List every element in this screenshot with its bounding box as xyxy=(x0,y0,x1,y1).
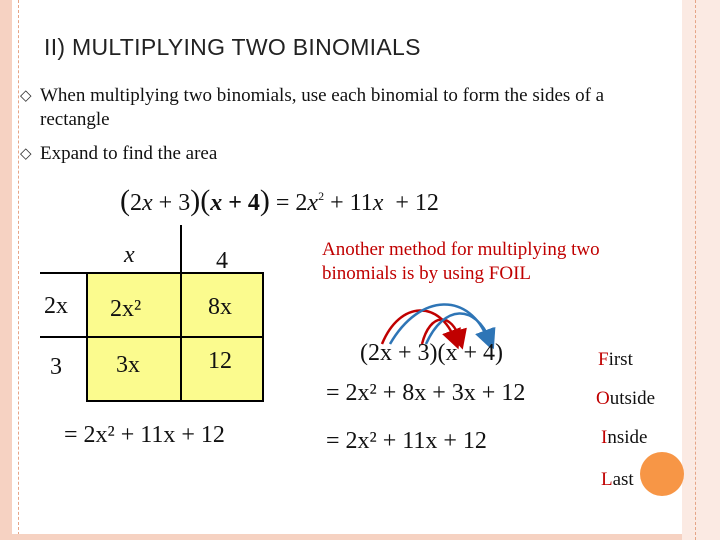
grid-cell-8x: 8x xyxy=(208,294,232,320)
diamond-bullet-icon: ◇ xyxy=(20,88,32,104)
row-label-2x: 2x xyxy=(44,293,68,319)
foil-step-2: = 2x² + 11x + 12 xyxy=(326,428,487,454)
grid-cell-3x: 3x xyxy=(116,352,140,378)
grid-line xyxy=(40,336,264,338)
grid-line xyxy=(180,225,182,402)
foil-expression: (2x + 3)(x + 4) xyxy=(360,340,504,366)
row-label-3: 3 xyxy=(50,354,62,380)
left-dashed-line xyxy=(18,0,20,540)
grid-line xyxy=(40,272,264,274)
grid-cell-12: 12 xyxy=(208,348,232,374)
bullet-text: Expand to find the area xyxy=(40,143,218,164)
bottom-frame-border xyxy=(12,534,682,540)
diamond-bullet-icon: ◇ xyxy=(20,146,32,162)
grid-result: = 2x² + 11x + 12 xyxy=(64,422,225,448)
foil-word-inside: Inside xyxy=(601,427,648,448)
bullet-text: When multiplying two binomials, use each binomial to form the sides of a rectangle xyxy=(40,85,605,130)
foil-word-first: First xyxy=(598,349,633,370)
slide-title: II) MULTIPLYING TWO BINOMIALS xyxy=(44,34,421,60)
bullet-item xyxy=(20,142,660,166)
foil-word-outside: Outside xyxy=(596,388,656,409)
foil-step-1: = 2x² + 8x + 3x + 12 xyxy=(326,380,526,406)
column-label-4: 4 xyxy=(216,248,228,274)
orange-circle-decoration xyxy=(640,452,684,496)
left-frame-border xyxy=(0,0,12,540)
top-equation: $(2x + 3)(x + 4) = 2x^2 + 11x + 12$ xyxy=(120,184,439,217)
foil-note: Another method for multiplying two binomials is by using FOIL xyxy=(322,239,600,284)
bullet-item xyxy=(20,84,660,132)
right-dashed-line xyxy=(695,0,697,540)
column-label-x: x xyxy=(124,242,135,268)
grid-line xyxy=(86,400,264,402)
foil-word-last: Last xyxy=(601,469,634,490)
right-frame-border xyxy=(682,0,720,540)
grid-cell-2x2: 2x² xyxy=(110,296,142,322)
